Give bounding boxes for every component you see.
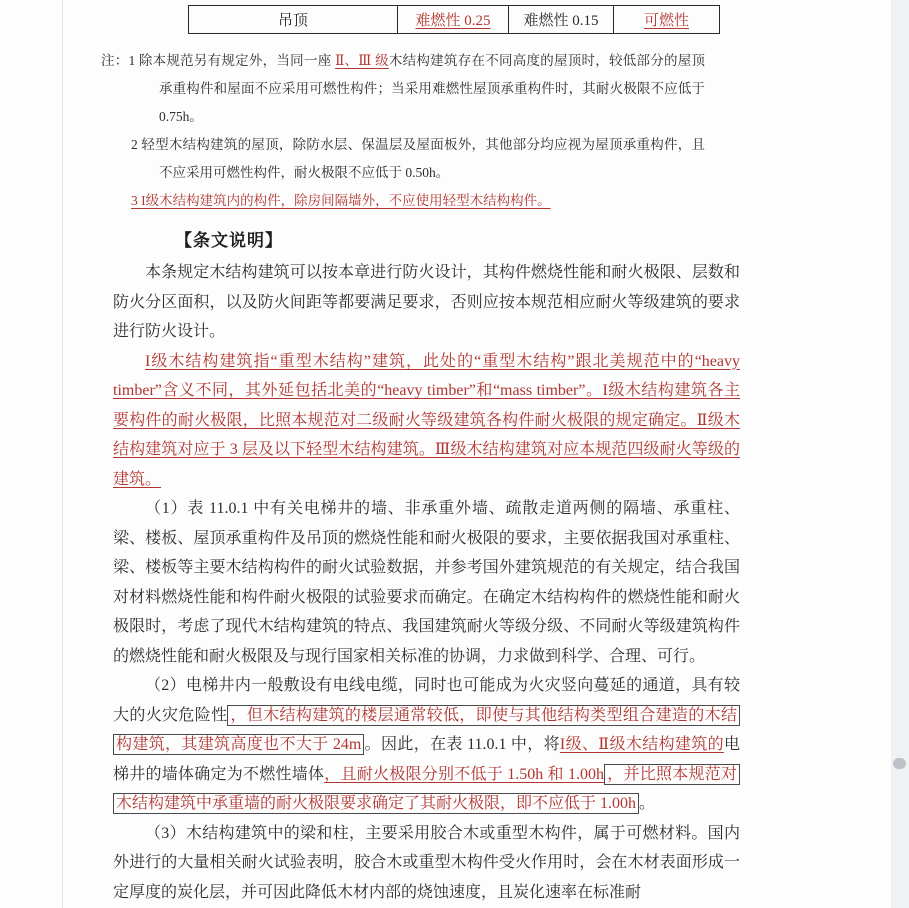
table-notes <box>101 47 705 215</box>
note-item-3 <box>101 187 705 215</box>
commentary-body <box>113 258 740 907</box>
paragraph-4-revision-2: ，且耐火极限分别不低于 1.50h 和 1.00h <box>324 765 604 783</box>
table-cell-rating-1: 难燃性 0.25 <box>398 6 509 34</box>
notes-label: 注： <box>101 53 129 68</box>
paragraph-4-text: （2）电梯井内一般敷设有电线电缆，同时也可能成为火灾竖向蔓延的通道，具有较大的火灾危险性 <box>113 677 740 724</box>
paragraph-4-text-4: 。 <box>639 795 656 812</box>
paragraph-5: （3）木结构建筑中的梁和柱，主要采用胶合木或重型木构件，属于可燃材料。国内外进行的大量相关耐火试验表明，胶合木或重型木构件受火作用时，会在木材表面形成一定厚度的炭化层，并可因此降低木材内部的烧蚀速度，且炭化速率在标准耐 <box>113 824 740 901</box>
note-item-1 <box>101 47 705 131</box>
paragraph-1: 本条规定木结构建筑可以按本章进行防火设计，其构件燃烧性能和耐火极限、层数和防火分区面积，以及防火间距等都要满足要求，否则应按本规范相应耐火等级建筑的要求进行防火设计。 <box>113 264 740 340</box>
paragraph-4-boxed-revision-1: ，但木结构建筑的楼层通常较低，即使与其他结构类型组合建造的木结构建筑，其建筑高度也不大于 24m <box>113 705 740 756</box>
note-1-text: 1 除本规范另有规定外，当同一座 <box>128 53 336 68</box>
note-3-revision-text: 3 I级木结构建筑内的构件，除房间隔墙外，不应使用轻型木结构构件。 <box>131 193 551 208</box>
scrollbar-track[interactable] <box>891 0 909 908</box>
paragraph-4-revision-1: I级、Ⅱ级木结构建筑的 <box>559 736 724 753</box>
scrollbar-thumb[interactable] <box>893 758 906 769</box>
note-1-revision-text: Ⅱ、Ⅲ 级 <box>335 53 389 68</box>
fire-rating-table <box>188 5 720 34</box>
paragraph-4-text-3: 电梯井的墙体确定为不燃性墙体 <box>113 736 740 783</box>
section-heading: 【条文说明】 <box>175 231 283 250</box>
note-2-text: 2 轻型木结构建筑的屋顶，除防水层、保温层及屋面板外，其他部分均应视为屋顶承重构件，且不应采用可燃性构件，耐火极限不应低于 0.50h。 <box>131 137 705 180</box>
table-cell-ceiling: 吊顶 <box>189 6 398 34</box>
document-page <box>62 0 890 908</box>
note-1-text-cont: 木结构建筑存在不同高度的屋顶时，较低部分的屋顶承重构件和屋面不应采用可燃性构件；当采用难燃性屋顶承重构件时，其耐火极限不应低于 0.75h。 <box>159 53 706 124</box>
note-item-2 <box>101 131 705 187</box>
paragraph-4 <box>113 671 740 819</box>
paragraph-4-boxed-revision-2: ，并比照本规范对木结构建筑中承重墙的耐火极限要求确定了其耐火极限，即不应低于 1.00h <box>113 764 740 815</box>
table-cell-rating-2: 难燃性 0.15 <box>509 6 614 34</box>
paragraph-3: （1）表 11.0.1 中有关电梯井的墙、非承重外墙、疏散走道两侧的隔墙、承重柱、梁、楼板、屋顶承重构件及吊顶的燃烧性能和耐火极限的要求，主要依据我国对承重柱、梁、楼板等主要木结构构件的耐火试验数据，并参考国外建筑规范的有关规定，结合我国对材料燃烧性能和构件耐火极限的试验要求而确定。在确定木结构构件的燃烧性能和耐火极限时，考虑了现代木结构建筑的特点、我国建筑耐火等级分级、不同耐火等级建筑构件的燃烧性能和耐火极限及与现行国家相关标准的协调，力求做到科学、合理、可行。 <box>113 500 740 665</box>
paragraph-2-revision: I级木结构建筑指“重型木结构”建筑，此处的“重型木结构”跟北美规范中的“heavy timber”含义不同，其外延包括北美的“heavy timber”和“mass timber”。I级木结构建筑各主要构件的耐火极限，比照本规范对二级耐火等级建筑各构件耐火极限的规定确定。Ⅱ级木结构建筑对应于 3 层及以下轻型木结构建筑。Ⅲ级木结构建筑对应本规范四级耐火等级的建筑。 <box>113 352 740 488</box>
table-row <box>189 6 720 34</box>
paragraph-4-text-2: 。因此，在表 11.0.1 中，将 <box>364 736 560 753</box>
table-cell-rating-3: 可燃性 <box>614 6 720 34</box>
